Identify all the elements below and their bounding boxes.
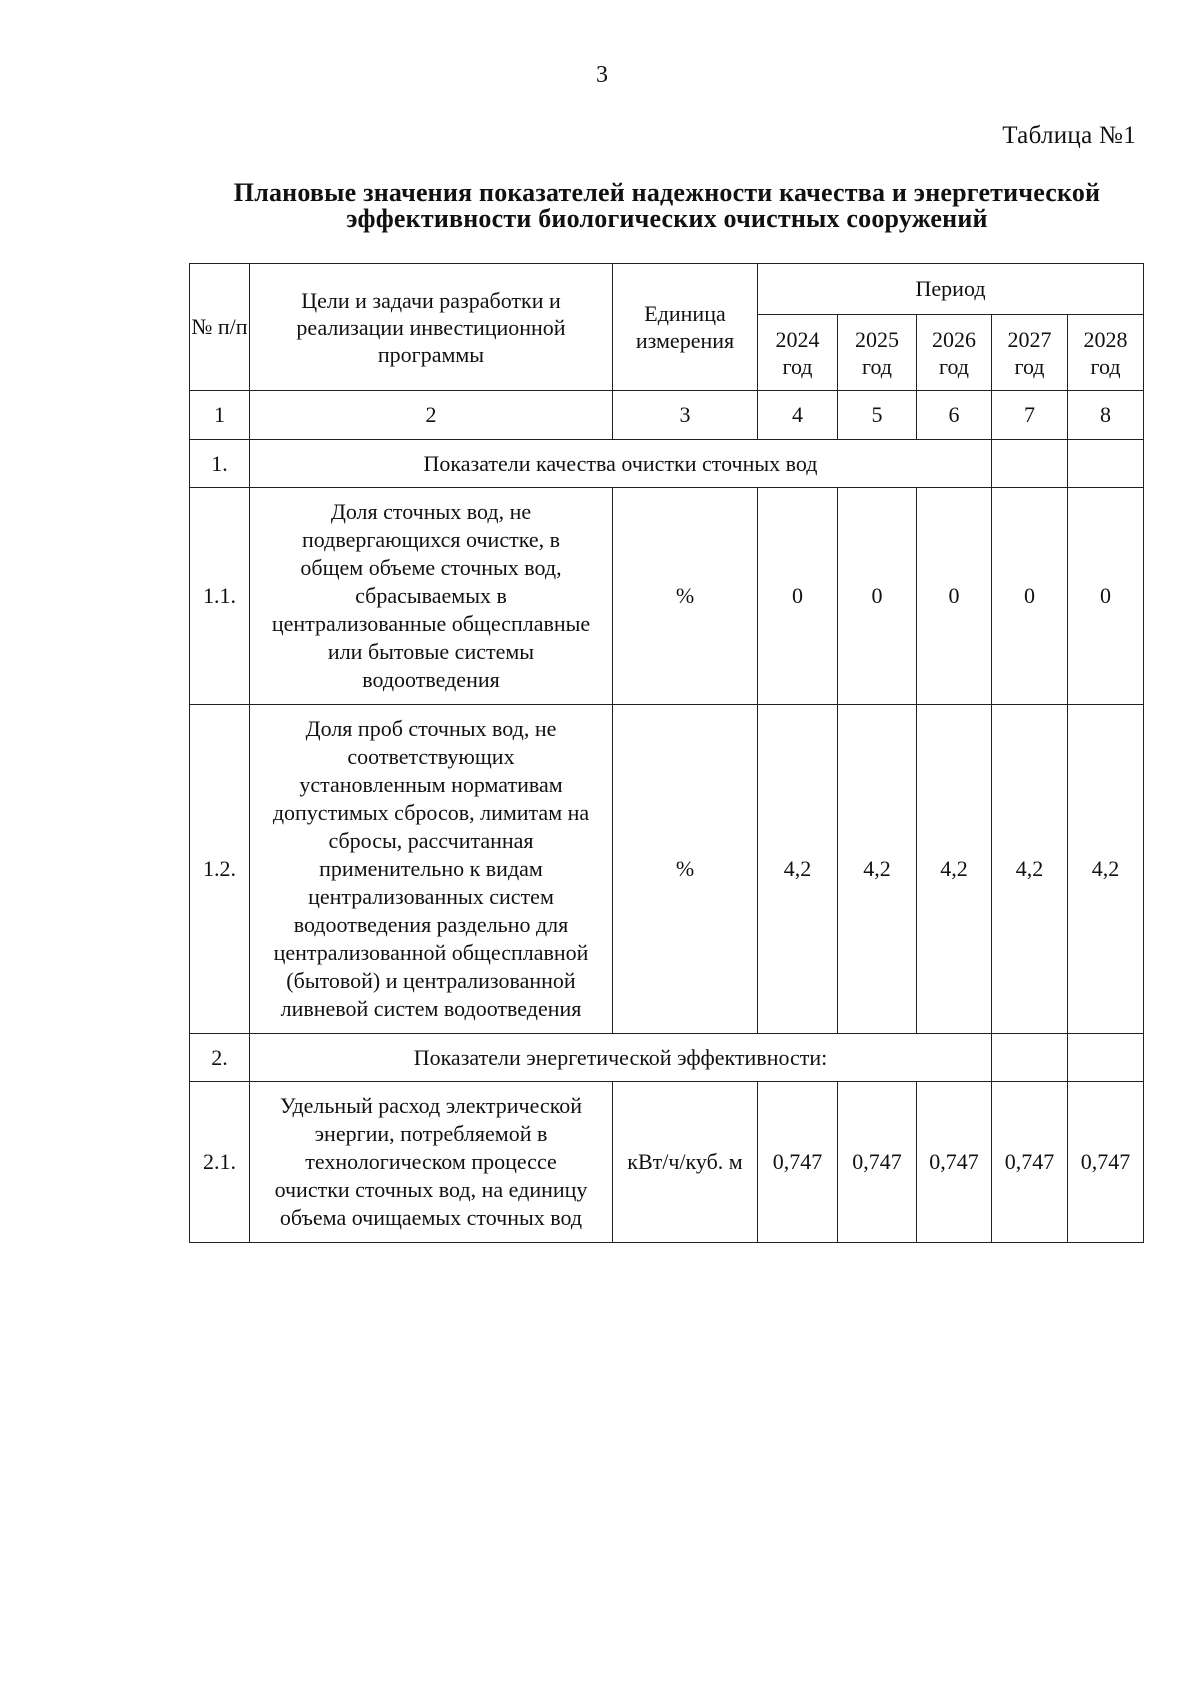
row-value: 0 [917,488,992,705]
goal-line: установленным нормативам [299,772,563,797]
empty-cell [1068,440,1144,488]
row-value: 0 [758,488,838,705]
column-number: 1 [190,391,250,440]
row-value: 4,2 [1068,705,1144,1034]
year-value: 2026 [932,326,976,352]
plan-values-table [189,263,1144,1243]
goal-line: водоотведения раздельно для [293,912,569,937]
header-goal: Цели и задачи разработки и реализации инвестиционной программы [250,264,613,391]
document-title [190,180,1144,232]
year-value: 2027 [1007,326,1052,352]
goal-line: сбрасываемых в [355,583,507,608]
row-unit: кВт/ч/куб. м [613,1082,758,1243]
goal-line: централизованные общесплавные [271,611,591,636]
row-value: 4,2 [838,705,917,1034]
goal-line: Удельный расход электрической [279,1093,583,1118]
title-line-1: Плановые значения показателей надежности качества и энергетической [233,178,1101,207]
year-suffix: год [782,353,813,379]
header-year [992,315,1068,391]
goal-line: энергии, потребляемой в [314,1121,548,1146]
column-number: 4 [758,391,838,440]
row-value: 0 [992,488,1068,705]
header-period: Период [758,264,1144,315]
section-row [190,1034,1144,1082]
goal-line: очистки сточных вод, на единицу [274,1177,588,1202]
column-number: 7 [992,391,1068,440]
goal-line: водоотведения [362,667,500,692]
header-num: № п/п [190,264,250,391]
title-line-2: эффективности биологических очистных сооружений [346,204,988,233]
row-goal [250,705,613,1034]
header-year [1068,315,1144,391]
year-suffix: год [1090,353,1121,379]
row-value: 0,747 [838,1082,917,1243]
year-value: 2024 [775,326,820,352]
year-value: 2025 [855,326,899,352]
goal-line: или бытовые системы [327,639,535,664]
header-row-top [190,264,1144,315]
year-value: 2028 [1083,326,1128,352]
row-number: 1.2. [190,705,250,1034]
goal-line: Доля сточных вод, не [330,499,532,524]
row-number: 1.1. [190,488,250,705]
year-suffix: год [1014,353,1045,379]
column-number: 5 [838,391,917,440]
table-label: Таблица №1 [1002,122,1136,149]
header-year [838,315,917,391]
row-goal [250,1082,613,1243]
table-row [190,705,1144,1034]
header-year [917,315,992,391]
empty-cell [1068,1034,1144,1082]
year-suffix: год [938,353,970,379]
column-number-row [190,391,1144,440]
table-row [190,1082,1144,1243]
column-number: 6 [917,391,992,440]
goal-line: Доля проб сточных вод, не [305,716,557,741]
row-value: 0 [1068,488,1144,705]
column-number: 2 [250,391,613,440]
goal-line: объема очищаемых сточных вод [279,1205,583,1230]
section-number: 1. [190,440,250,488]
section-title: Показатели качества очистки сточных вод [250,440,992,488]
row-value: 4,2 [758,705,838,1034]
header-year [758,315,838,391]
goal-line: применительно к видам [319,856,543,881]
row-goal [250,488,613,705]
header-unit: Единица измерения [613,264,758,391]
row-value: 0,747 [758,1082,838,1243]
column-number: 8 [1068,391,1144,440]
section-number: 2. [190,1034,250,1082]
goal-line: подвергающихся очистке, в [302,527,560,552]
row-value: 0,747 [992,1082,1068,1243]
goal-line: допустимых сбросов, лимитам на [272,800,590,825]
section-title: Показатели энергетической эффективности: [250,1034,992,1082]
column-number: 3 [613,391,758,440]
row-value: 0,747 [917,1082,992,1243]
row-value: 4,2 [917,705,992,1034]
row-value: 0 [838,488,917,705]
goal-line: технологическом процессе [305,1149,557,1174]
row-unit: % [613,488,758,705]
goal-line: централизованной общесплавной [273,940,589,965]
year-suffix: год [861,353,893,379]
row-unit: % [613,705,758,1034]
goal-line: соответствующих [347,744,515,769]
section-row [190,440,1144,488]
table-row [190,488,1144,705]
goal-line: (бытовой) и централизованной [286,968,576,993]
goal-line: сбросы, рассчитанная [328,828,534,853]
empty-cell [992,440,1068,488]
page-number: 3 [596,62,608,88]
row-value: 0,747 [1068,1082,1144,1243]
goal-line: общем объеме сточных вод, [300,555,562,580]
empty-cell [992,1034,1068,1082]
goal-line: ливневой систем водоотведения [280,996,582,1021]
goal-line: централизованных систем [308,884,554,909]
row-value: 4,2 [992,705,1068,1034]
row-number: 2.1. [190,1082,250,1243]
